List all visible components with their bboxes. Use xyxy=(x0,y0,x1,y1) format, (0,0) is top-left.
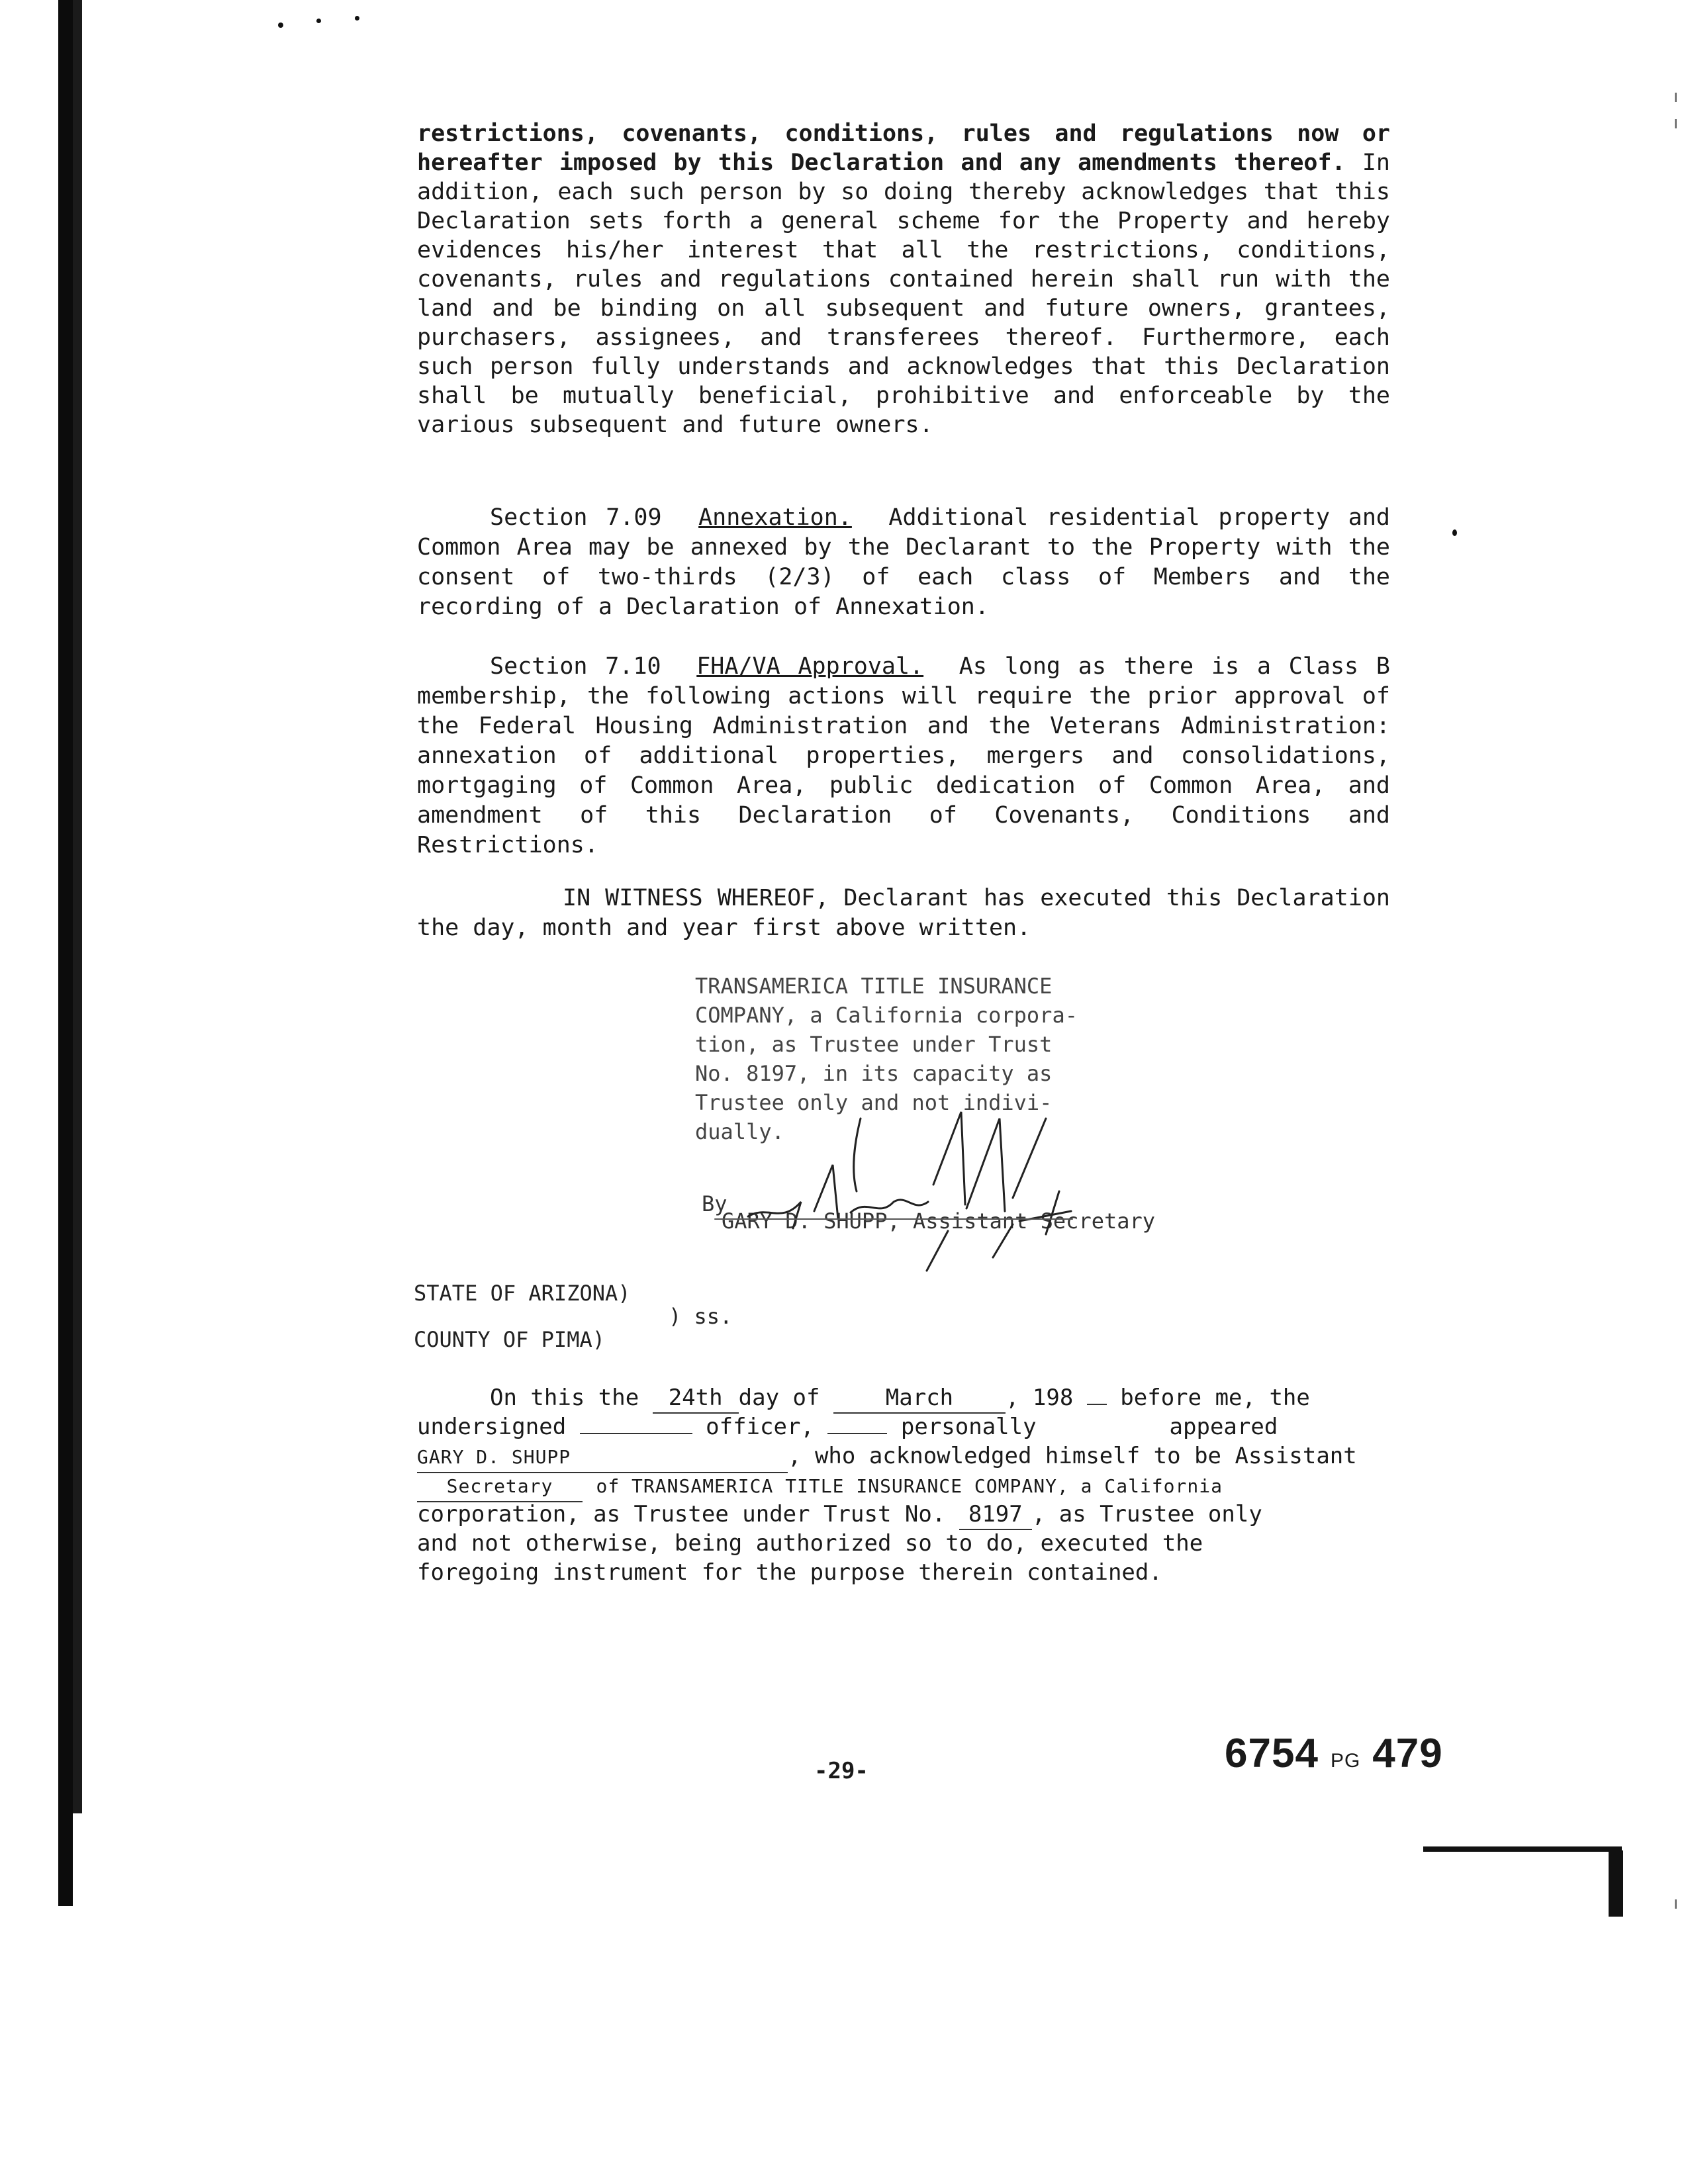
ack-text: undersigned xyxy=(417,1414,567,1440)
signatory-officer: GARY D. SHUPP, Assistant Secretary xyxy=(722,1208,1156,1234)
ack-title: Secretary xyxy=(417,1472,583,1502)
signature-stroke xyxy=(814,1165,838,1219)
venue-ss: ) ss. xyxy=(669,1304,733,1329)
scan-corner-mark xyxy=(1423,1846,1622,1852)
ack-line: and not otherwise, being authorized so to do, executed the xyxy=(417,1530,1203,1557)
opening-text: In addition, each such person by so doing thereby acknowledges that this Declaration sets forth a general scheme for the Property and hereby evidences his/her interest that all the restrictions, conditions, covenants, rules and regulations contained herein shall run with the land and be binding on all subsequent and future owners, grantees, purchasers, assignees, and transferees thereof. Furthermore, each such person fully understands and acknowledges that this Declaration shall be mutually beneficial, prohibitive and enforceable by the various subsequent and future owners. xyxy=(417,150,1390,438)
scan-speck xyxy=(1452,529,1457,536)
ack-line xyxy=(417,1412,1390,1441)
ack-text: appeared xyxy=(1169,1414,1278,1440)
ack-year: , 198 xyxy=(1005,1385,1074,1411)
ack-month: March xyxy=(833,1383,1006,1414)
opening-paragraph xyxy=(417,119,1390,439)
trustee-line: Trustee only and not indivi- xyxy=(695,1090,1053,1115)
book-page: 479 xyxy=(1372,1731,1443,1776)
section-title: Annexation. xyxy=(698,504,852,531)
ack-text: before me, the xyxy=(1120,1385,1310,1411)
scan-edge-mark xyxy=(1675,93,1677,102)
page-number: -29- xyxy=(814,1758,868,1784)
ack-line xyxy=(417,1471,1390,1500)
venue-state: STATE OF ARIZONA) xyxy=(414,1281,631,1306)
book-page-label: PG xyxy=(1330,1750,1361,1772)
trustee-line: dually. xyxy=(695,1119,784,1144)
signature-stroke xyxy=(1019,1191,1071,1234)
witness-clause xyxy=(417,884,1390,943)
scan-edge-mark xyxy=(1675,119,1677,128)
binding-shadow-inner xyxy=(73,0,82,1813)
handwritten-signature xyxy=(702,1072,1178,1291)
signature-stroke xyxy=(933,1112,965,1205)
ack-line xyxy=(417,1441,1390,1471)
signature-stroke xyxy=(966,1118,1005,1211)
recording-book-reference xyxy=(1225,1730,1443,1777)
signature-stroke xyxy=(748,1202,801,1228)
section-title: FHA/VA Approval. xyxy=(696,653,924,680)
ack-text: officer, xyxy=(706,1414,814,1440)
ack-day: 24th xyxy=(653,1383,739,1414)
scan-corner-mark xyxy=(1609,1850,1623,1917)
section-text: Additional residential property and Common Area may be annexed by the Declarant to the Property with the consent of two-thirds (2/3) of each class of Members and the recording of a Declaration of Annexation. xyxy=(417,504,1390,620)
section-7-09 xyxy=(417,503,1390,622)
notary-acknowledgment xyxy=(417,1383,1390,1587)
ack-trust-no: 8197 xyxy=(959,1500,1032,1530)
signature-stroke xyxy=(851,1200,928,1212)
venue-county: COUNTY OF PIMA) xyxy=(414,1327,605,1352)
signature-stroke xyxy=(1013,1118,1046,1198)
section-number: Section 7.09 xyxy=(490,504,662,531)
signature-stroke xyxy=(927,1224,1013,1271)
by-label: By xyxy=(702,1191,727,1216)
ack-text: of TRANSAMERICA TITLE INSURANCE COMPANY, a California xyxy=(596,1475,1223,1497)
section-text: As long as there is a Class B membership, the following actions will require the prior approval of the Federal Housing Administration and the Veterans Administration: annexation of additional properties, mergers and consolidations, mortgaging of Common Area, public dedication of Common Area, and amendment of this Declaration of Covenants, Conditions and Restrictions. xyxy=(417,653,1390,858)
section-7-10 xyxy=(417,652,1390,860)
ack-line: foregoing instrument for the purpose therein contained. xyxy=(417,1559,1162,1586)
ack-text: corporation, as Trustee under Trust No. xyxy=(417,1501,946,1527)
scan-speck xyxy=(316,19,321,23)
book-docket: 6754 xyxy=(1225,1731,1319,1776)
ack-year-blank xyxy=(1087,1404,1107,1405)
trustee-line: TRANSAMERICA TITLE INSURANCE xyxy=(695,974,1053,999)
scan-edge-mark xyxy=(1675,1899,1677,1909)
trustee-line: COMPANY, a California corpora- xyxy=(695,1003,1078,1028)
witness-text: IN WITNESS WHEREOF, Declarant has executed this Declaration the day, month and year first above written. xyxy=(417,885,1390,941)
binding-shadow xyxy=(58,0,73,1906)
section-number: Section 7.10 xyxy=(490,653,661,680)
signature-stroke xyxy=(854,1118,861,1191)
ack-name: GARY D. SHUPP xyxy=(417,1443,788,1473)
scan-speck xyxy=(278,23,283,28)
declaration-body xyxy=(417,119,1390,439)
ack-line xyxy=(417,1383,1390,1412)
trustee-line: tion, as Trustee under Trust xyxy=(695,1032,1053,1057)
opening-bold-lead: restrictions, covenants, conditions, rules and regulations now or hereafter imposed by this Declaration and any amendments thereof. xyxy=(417,120,1390,176)
trustee-line: No. 8197, in its capacity as xyxy=(695,1061,1053,1086)
ack-text: , as Trustee only xyxy=(1031,1501,1262,1527)
ack-text: , who acknowledged himself to be Assistant xyxy=(788,1443,1357,1469)
ack-line xyxy=(417,1500,1390,1529)
ack-text: On this the xyxy=(490,1385,639,1411)
scan-speck xyxy=(355,16,359,21)
ack-text: personally xyxy=(900,1414,1037,1440)
ack-text: day of xyxy=(738,1385,820,1411)
